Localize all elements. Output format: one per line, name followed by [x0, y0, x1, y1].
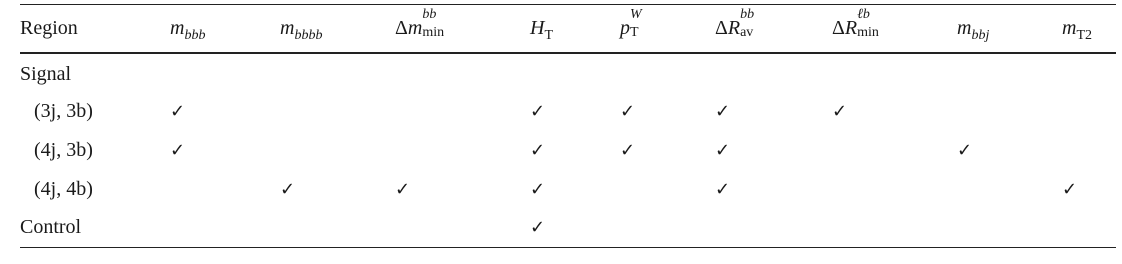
table-cell	[832, 92, 957, 131]
checkmark-icon: ✓	[620, 100, 636, 122]
table-cell	[280, 131, 395, 170]
table-cell	[1062, 131, 1116, 170]
table-cell	[280, 170, 395, 209]
table-cell	[715, 53, 832, 92]
checkmark-icon: ✓	[170, 100, 186, 122]
table-cell	[395, 170, 530, 209]
checkmark-icon: ✓	[530, 178, 546, 200]
table-cell	[832, 170, 957, 209]
table-cell	[832, 131, 957, 170]
row-label: Control	[20, 209, 170, 248]
table-cell	[530, 131, 620, 170]
table-cell	[170, 92, 280, 131]
table-cell	[957, 170, 1062, 209]
table-cell	[280, 209, 395, 248]
checkmark-icon: ✓	[832, 100, 848, 122]
table-cell	[395, 53, 530, 92]
header-row	[20, 5, 1116, 53]
table-cell	[170, 170, 280, 209]
header-region: Region	[20, 5, 170, 53]
table-row	[20, 131, 1116, 170]
table-cell	[395, 92, 530, 131]
table-cell	[530, 209, 620, 248]
table-cell	[1062, 209, 1116, 248]
table-row	[20, 170, 1116, 209]
row-label: Signal	[20, 63, 72, 85]
checkmark-icon: ✓	[620, 139, 636, 161]
row-label: (4j, 3b)	[34, 138, 93, 161]
header-m-bbj: $m_{bbj}$	[957, 5, 1062, 53]
checkmark-icon: ✓	[530, 100, 546, 122]
table-cell	[620, 131, 715, 170]
header-pt-w: p W T	[620, 5, 715, 53]
table-cell	[530, 92, 620, 131]
table-cell	[957, 209, 1062, 248]
table-cell	[715, 131, 832, 170]
checkmark-icon: ✓	[1062, 178, 1078, 200]
checkmark-icon: ✓	[715, 139, 731, 161]
table-cell	[530, 53, 620, 92]
checkmark-icon: ✓	[957, 139, 973, 161]
table-cell	[280, 53, 395, 92]
row-label: (4j, 4b)	[34, 177, 93, 200]
table-cell	[715, 170, 832, 209]
table-cell	[832, 209, 957, 248]
header-ht: $H_T$	[530, 5, 620, 53]
checkmark-icon: ✓	[280, 178, 296, 200]
table-cell	[1062, 92, 1116, 131]
table-cell	[832, 53, 957, 92]
table-row	[20, 53, 1116, 92]
header-m-bbbb: $m_{bbbb}$	[280, 5, 395, 53]
table-cell	[620, 53, 715, 92]
table-row	[20, 209, 1116, 248]
checkmark-icon: ✓	[530, 139, 546, 161]
row-label: (3j, 3b)	[34, 99, 93, 122]
checkmark-icon: ✓	[715, 100, 731, 122]
table-cell	[715, 92, 832, 131]
checkmark-icon: ✓	[715, 178, 731, 200]
table-row	[20, 92, 1116, 131]
table-cell	[1062, 170, 1116, 209]
table-cell	[620, 92, 715, 131]
table-cell	[170, 53, 280, 92]
table-cell	[620, 209, 715, 248]
table-cell	[957, 131, 1062, 170]
table-cell	[280, 92, 395, 131]
table-cell	[715, 209, 832, 248]
table-cell	[170, 131, 280, 170]
table-cell	[957, 53, 1062, 92]
header-delta-m-min: Δm bb min	[395, 5, 530, 53]
header-mt2: $m_{T2}$	[1062, 5, 1116, 53]
checkmark-icon: ✓	[530, 217, 546, 239]
variables-table	[20, 4, 1116, 248]
table-cell	[620, 170, 715, 209]
header-m-bbb: $m_{bbb}$	[170, 5, 280, 53]
table-cell	[957, 92, 1062, 131]
header-delta-r-av: ΔR bb av	[715, 5, 832, 53]
header-delta-r-min: ΔR ℓb min	[832, 5, 957, 53]
table-cell	[170, 209, 280, 248]
checkmark-icon: ✓	[170, 139, 186, 161]
table-body	[20, 53, 1116, 248]
table-cell	[395, 209, 530, 248]
checkmark-icon: ✓	[395, 178, 411, 200]
table-cell	[395, 131, 530, 170]
table-cell	[1062, 53, 1116, 92]
table-cell	[530, 170, 620, 209]
